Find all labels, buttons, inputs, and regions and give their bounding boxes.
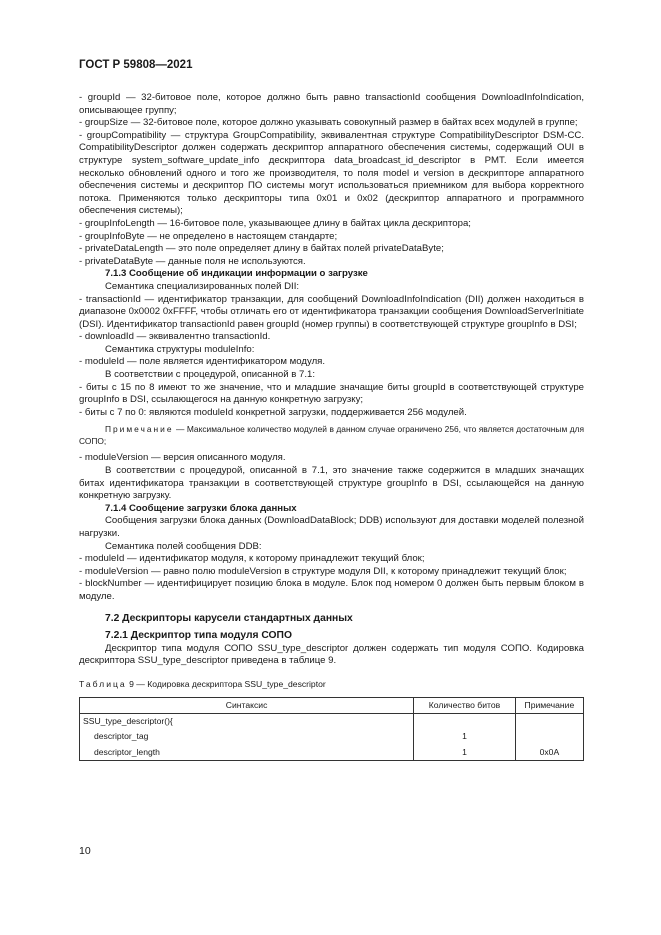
table-caption xyxy=(79,678,584,691)
table-caption-text: 9 — Кодировка дескриптора SSU_type_descriptor xyxy=(126,678,326,689)
table-row xyxy=(80,745,584,761)
column-header-bits: Количество битов xyxy=(414,697,516,713)
section-heading-7-2-1: 7.2.1 Дескриптор типа модуля СОПО xyxy=(105,630,292,642)
paragraph: - groupInfoByte — не определено в настоящем стандарте; xyxy=(79,230,338,242)
column-header-syntax: Синтаксис xyxy=(80,697,414,713)
table-cell: 1 xyxy=(414,729,516,745)
table-cell xyxy=(414,713,516,729)
column-header-note: Примечание xyxy=(515,697,583,713)
document-header: ГОСТ Р 59808—2021 xyxy=(79,59,193,71)
table-row xyxy=(80,713,584,729)
paragraph: - moduleId — идентификатор модуля, к которому принадлежит текущий блок; xyxy=(79,553,425,565)
table-cell xyxy=(515,713,583,729)
paragraph: Сообщения загрузки блока данных (DownloadDataBlock; DDB) используют для доставки моделей полезной нагрузки. xyxy=(79,515,584,539)
section-heading-7-2: 7.2 Дескрипторы карусели стандартных данных xyxy=(105,612,353,624)
table-row xyxy=(80,729,584,745)
paragraph: - groupSize — 32-битовое поле, которое должно указывать совокупный размер в байтах всех модулей в группе; xyxy=(79,117,578,129)
paragraph: - privateDataLength — это поле определяет длину в байтах полей privateDataByte; xyxy=(79,243,444,255)
paragraph: - groupInfoLength — 16-битовое поле, указывающее длину в байтах цикла дескриптора; xyxy=(79,217,471,229)
table-cell: 1 xyxy=(414,745,516,761)
main-content xyxy=(79,92,584,761)
paragraph: Семантика специализированных полей DII: xyxy=(105,280,300,292)
paragraph: - moduleVersion — равно полю moduleVersion в структуре модуля DII, к которому принадлежит текущий блок; xyxy=(79,565,567,577)
section-heading-7-1-3: 7.1.3 Сообщение об индикации информации о загрузке xyxy=(105,268,368,280)
note-label: Примечание xyxy=(105,424,174,435)
table-caption-label: Таблица xyxy=(79,678,127,689)
table-header-row xyxy=(80,697,584,713)
paragraph: - moduleId — поле является идентификатором модуля. xyxy=(79,356,326,368)
paragraph: - privateDataByte — данные поля не используются. xyxy=(79,255,306,267)
paragraph: - биты с 7 по 0: являются moduleId конкретной загрузки, поддерживается 256 модулей. xyxy=(79,406,467,418)
paragraph: - blockNumber — идентифицирует позицию блока в модуле. Блок под номером 0 должен быть первым блоком в модуле. xyxy=(79,578,584,602)
paragraph: Семантика структуры moduleInfo: xyxy=(105,343,255,355)
paragraph: В соответствии с процедурой, описанной в 7.1, это значение также содержится в младших значащих битах идентификатора транзакции в соответствующей структуре groupInfo в DSI, ссылающейся на данную конкретную загрузку. xyxy=(79,465,584,502)
paragraph: Семантика полей сообщения DDB: xyxy=(105,540,262,552)
section-heading-7-1-4: 7.1.4 Сообщение загрузки блока данных xyxy=(105,502,297,514)
paragraph: Дескриптор типа модуля СОПО SSU_type_descriptor должен содержать тип модуля СОПО. Кодировка дескриптора SSU_type_descriptor приведена в таблице 9. xyxy=(79,642,584,667)
paragraph: - groupId — 32-битовое поле, которое должно быть равно transactionId сообщения DownloadInfoIndication, описывающее группу; xyxy=(79,92,584,116)
paragraph: В соответствии с процедурой, описанной в 7.1: xyxy=(105,369,316,381)
paragraph: - биты с 15 по 8 имеют то же значение, что и младшие значащие биты groupId в соответствующей структуре groupInfo в DSI, ссылающегося на данную конкретную загрузку; xyxy=(79,381,584,406)
note-text: — Максимальное количество модулей в данном случае ограничено 256, что является достаточным для СОПО; xyxy=(79,424,584,447)
table-cell: SSU_type_descriptor(){ xyxy=(80,713,414,729)
page-number: 10 xyxy=(79,845,91,857)
descriptor-table xyxy=(79,697,584,762)
table-cell: descriptor_length xyxy=(80,745,414,761)
table-cell: 0x0A xyxy=(515,745,583,761)
table-cell xyxy=(515,729,583,745)
table-cell: descriptor_tag xyxy=(80,729,414,745)
paragraph: - transactionId — идентификатор транзакции, для сообщений DownloadInfoIndication (DII) должен находиться в диапазоне 0x0002 0xFFFF, чтобы отличать его от идентификатора транзакции сообщения DownloadServerInitiate (DSI). Идентификатор transactionId равен groupId (номер группы) в соответствующей структуре groupInfo в DSI; xyxy=(79,293,584,330)
paragraph: - groupCompatibility — структура GroupCompatibility, эквивалентная структуре CompatibilityDescriptor DSM-CC. CompatibilityDescriptor должен содержать дескриптор аппаратного обеспечения системы, содержащий OUI в структуре system_software_update_info дескриптора data_broadcast_id_descriptor в PMT. Если имеется несколько обновлений одного и того же производителя, то поля model и version в дескрипторе аппаратного обеспечения системы и дескриптор ПО системы могут использоваться приемником для выбора корректного потока. Применяются только дескрипторы типа 0x01 и 0x02 (дескриптор аппаратного и программного обеспечения системы); xyxy=(79,129,584,217)
note xyxy=(79,423,584,447)
paragraph: - moduleVersion — версия описанного модуля. xyxy=(79,452,286,464)
paragraph: - downloadId — эквивалентно transactionId. xyxy=(79,331,271,343)
